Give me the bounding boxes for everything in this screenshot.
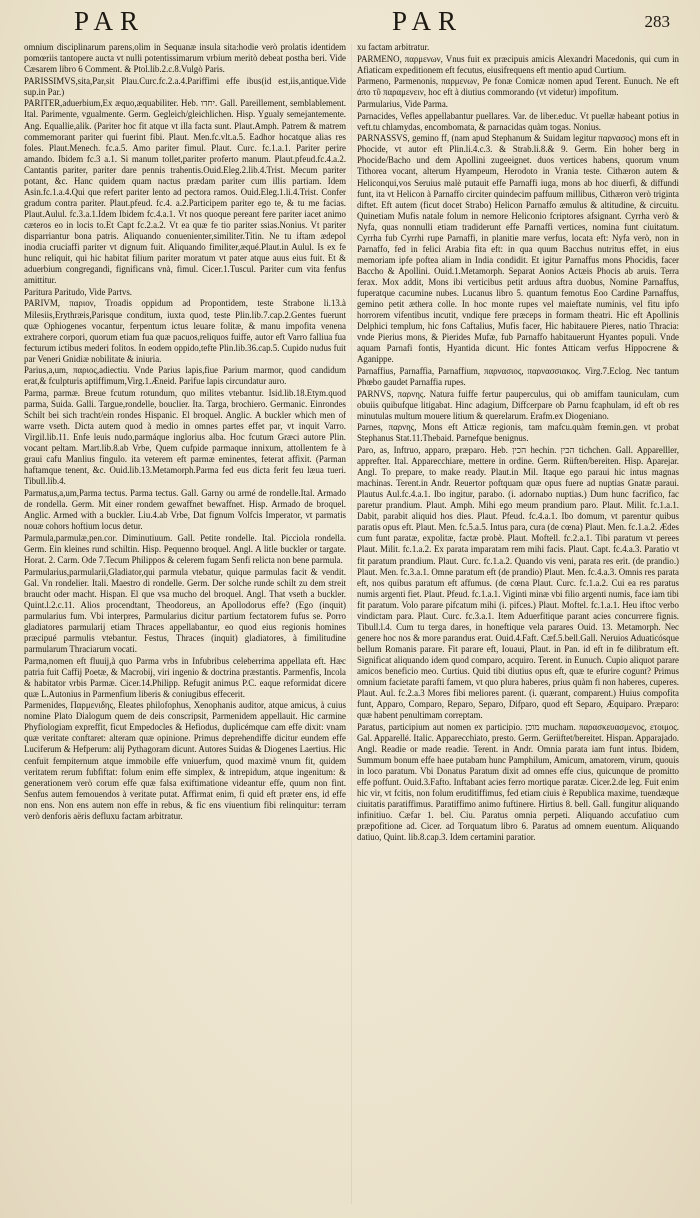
entry: Parma,nomen eft fluuij,à quo Parma vrbs in Infubribus celeberrima appellata eft. Hæc patria fuit Caffij Poetæ, & Macrobij, viri ingenio & doctrina præstantis. Parmenfis, Incola & habitator vrbis Parmæ. Cicer.14.Philipp. Refugit animus P.C. eaque reformidat dicere quæ L.Autonius in Parmenfium liberis & coniugibus effecerit.	[24, 655, 346, 699]
entry: Paratus, participium aut nomen ex participio. מוכן mucham. παρασκευασμενος, ετοιμος. Gal. Apparellé. Italic. Apparecchiato, presto. Germ. Gerüftet/bereitet. Hispan. Apparajado. Angl. Readie or made readie. Terent. in Andr. Omnia parata iam funt intus. Ibidem, Summum bonum effe haee putabam hunc Pamphilum, Amicum, amatorem, virum, quouis in loco paratum. Vbi Donatus Paratum dixit ad omnes effe cius, quicunque de promitto effe poffunt. Ouid.3.Fafto. Inftabant acies ferro mortique paratæ. Cicer.2.de leg. Fuit enim hic vir, vt fcitis, non folum eruditiffimus, fed etiam ciuis è Republica maxime, tuendæque ciuitatis paratiffimus. Paratiffimo animo fuftinere. Hirtius 8. bell. Gall. fungitur aliquando infinitiuo. Cæfar 1. bel. Ciu. Paratus omnia perpeti. Aliquando accufatiuo cum præpofitione ad. Cicer. ad Torquatum libro 6. Paratus ad omnem euentum. Aliquando datiuo, Quint. lib.8.cap.3. Idem certamini paratior.	[357, 721, 679, 843]
entry: omnium disciplinarum parens,olim in Sequanæ insula sita:hodie verò prolatis identidem pomœriis tantopere aucta vt nulli potentissimarum vrbium meritò debeat postha beri. Vide Cæsarem libro 6 Comment. & Ptol.lib.2.c.8.Vulgò Paris.	[24, 42, 346, 75]
entry: Parius,a,um, παριος,adiectiu. Vnde Parius lapis,fiue Parium marmor, quod candidum erat,& fculpturis aptiffimum,Virg.1.Æneid. Parifue lapis circundatur auro.	[24, 365, 346, 387]
entry: Parnaffius, Parnaffia, Parnaffium, παρνασιος, παρνασσιακος. Virg.7.Eclog. Nec tantum Phœbo gaudet Parnaffia rupes.	[357, 365, 679, 387]
page-number: 283	[644, 12, 670, 31]
entry: Parmula,parmulæ,pen.cor. Diminutiuum. Gall. Petite rondelle. Ital. Picciola rondella. Germ. Ein kleines rund schiltin. Hisp. Pequenno broquel. Angl. A litle buckler or targate. Horat. 2. Carm. Ode 7.Tecum Philippos & celerem fugam Senfi relicta non bene parmula.	[24, 532, 346, 565]
entry: PARITER,aduerbium,Ex æquo,æquabiliter. Heb. יחדו. Gall. Pareillement, semblablement. Ital. Parimente, vgualmente. Germ. Gegleich/gleichlichen. Hisp. Ygualy semejantemente. Ang. Equallie,alik. (Pariter hoc fit atque vt illa facta sunt. Plaut.Amph. Patrem & matrem commemorant pariter qui fuerint fibi. Plaut. Men.fc.vlt.a.5. Eadhor hocatque alias res foles. Plaut.Menech. fc.a.5. Amo pariter fimul. Plaut. Curc. fc.1.a.1. Pariter perire amando. Ibidem fc.3 a.1. Si manum tollet,pariter proferto manum. Plaut.pfeud.fc.4.a.2. Cantantis pariter, pariter dare pennis trahentis.Ouid.Eleg.2.lib.4.Trist. Mecum pariter potant, &c. Hanc quidem quam nactus prædam pariter cum illis partiam. Idem Asin.fc.1.a.4.Qui que refert pariter lento ad pectora ramos. Ouid.Eleg.1.li.4.Trist. Confer gradum contra pariter. Plaut.pfeud. fc.4. a.2.Participem pariter ego te, & tu me facias. Plaut.Aulul. fc.3.a.1.Idem Ibidem fc.4.a.1. Vt nos quoque pereant fere pariter iacet animo cæteros eo in locis to.Et Capt fc.2.a.2. Vt ea quæ fe tio pariter ssias.Nonius. Vt pariter disparriantur bona patris. Aliquando conuenienter,similiter.Titin. Ne tu iftam ædepol inodia cruciaffi pariter vt dignum fuit. Aliquando fimiliter,æqué.Plaut.in Aulul. Is ex fe hunc reliquit, qui hic habitat filium pariter moratum vt pater atque auus eius fuit. Et & aduerbium congregandi, fignificans vnà, fimul. Cicer.1.Tuscul. Pariter cum vita fenfus amittitur.	[24, 98, 346, 286]
column-gutter	[351, 44, 352, 1204]
entry: PARIVM, παριον, Troadis oppidum ad Propontidem, teste Strabone li.13.à Milesiis,Erythræis,Parisque conditum, iuxta quod, teste Plin.lib.7.cap.2.Gentes fuerunt quæ Ophiogenes vocantur, ferpentum ictus leuare folitæ, & manu impofita venena extrahere corpori, quorum etiam fua quæ pacuos,reliquos fuiffe, autor eft Varro falliua fua fecturum ictibus mederi folitos. In eodem oppido,tefte Plin.lib.36.cap.5. Cupido nudus fuit par Veneri Gnidiæ nobilitate & iniuria.	[24, 298, 346, 364]
entry: Parmularius, Vide Parma.	[357, 99, 448, 110]
running-header	[0, 6, 700, 40]
entry: Paro, as, Inftruo, apparo, præparo. Heb. הכין hechin. הכין tichchen. Gall. Apparelller, apprefter. Ital. Apparecchiare, mettere in ordine. Germ. Rüften/bereiten. Hisp. Aparejar. Angl. To prepare, to make ready. Plaut.in Mil. Itaque ego paraui hic intus magnas machinas. Terent.in Andr. Reuertor poftquam quæ opus fuere ad nuptias Gnatæ paraui. Plautus Aul.fc.4.a.1. Ibo ingitur, parabo. (i. adornabo nuptias.) Dum hunc facrifico, fac paretur prandium. Plaut. Amph. Mihi ego meum prandium paro. Plaut. Milit. fc.1.a.1. Dabit, parabit aliquid hos dies. Plaut. Pfeud. fc.4.a.1. Ibo domum, vt parentur quibus paratis opus eft. Plaut. Men. fc.5.a.5. Intus para, cura (de cœna) Plaut. Men. fc.1.a.2. Ædes cum funt paratæ, expolitæ, factæ probè. Plaut. Moftell. fc.2.a.1. Tibi paratum vt perees Plaut. Milit. fc.1.a.2. Ex parata imparatam rem mihi facis. Plaut. Capt. fc.4.a.3. Paratio vt fit paratum prandium. Plaut. Curc. fc.1.a.2. Quando vis veni, parata res erit. (de prandio.) Plaut. Men. fc.3.a.1. Omne paratum eft (de prandio) Plaut. Men. fc.4.a.3. Omnis res parata eft, nos quibus paratum eft affumus. (de cœna Plaut. Curc. fc.1.a.2. Cui ea res paratus numis argenti fiet. Plaut. Pfeud. fc.1.a.1. Viginti minæ vbi filio argenti numis, face iam tibi fit paratum. Volo parare pifcatum mihi (i. pifces.) Plaut. Moftel. fc.1.a.1. Heu iftoc verbo vindictam para. Plaut. Curc. fc.3.a.1. Item Aduerfitique parant acies concurrere fignis. Tibull.l.4. Cum tu terga dares, in honeftique vela parares Ouid. 13. Metamorph. Nec genere hoc nos & more parandus erat. Ouid.4.Faft. Cæf.5.bell.Gall. Neruios Aduaticósque bellum Romanis parare. Fit parare eft, Iouaui, Plaut. in Pan. id eft in fe dilibratum eft. Significat aliquando idem quod comparo, acquiro. Terent. in Eunuch. Cupio aliquot parare amicos beneficio meo. Curtius. Quid tibi diutius opus eft, quæ te efurire cogunt? Primus omnium facietate parafti famem, vt quo plura haberes, prius quàm fi non haberes, cuperes. Plaut. Aul. fc.2.a.3 Mores fibi meliores parent. (i. quærant, comparent.) Huius compofita funt, Apparo, Comparo, Reparo, Separo, Difparo, quod eft Separo, Æquiparo. Præparo: quæ habent penultimam correptam.	[357, 445, 679, 721]
entry: Parnacides, Vefles appellabantur puellares. Var. de liber.educ. Vt puellæ habeant potius in veft.tu chlamydas, encombomata, & parnacidas quàm togas. Nonius.	[357, 110, 679, 132]
entry: Parmatus,a,um,Parma tectus. Parma tectus. Gall. Garny ou armé de rondelle.Ital. Armado de rondella. Germ. Mit einer rondem gewaffnet bewaffnet. Hisp. Armado de broquel. Anglic. Armed with a buckler. Liu.4.ab Vrbe, Dat fignum Volfcis Imperator, vt parmatis nouæ cohors hoftium locus detur.	[24, 488, 346, 532]
entry: PARNVS, παρνης. Natura fuiffe fertur pauperculus, qui ob amiffam tauniculam, cum obuiis quibufque litigabat. Hinc adagium, Diffcerpare ob Parnu fcaphulam, id eft ob res minutulas multum mouere litium & querelarum. Erafm.ex Diogeniano.	[357, 388, 679, 421]
right-headword: PAR	[392, 6, 464, 36]
entry: Parmeno, Parmenonis, παρμενων, Pe fonæ Comicæ nomen apud Terent. Eunuch. Ne eft ἀπο τῦ παραμενειν, hoc eft à diutius commorando (vt videtur) impofitum.	[357, 76, 679, 98]
entry: PARNASSVS, gemino ff, (nam apud Stephanum & Suidam legitur παρνασος) mons eft in Phocide, vt autor eft Plin.li.4.c.3. & Strab.li.8.& 9. Germ. Ein hoher berg in Phocide/Bacho und dem Apollini zugeeignet. duos vertices habens, quorum vnum Tithorea vocant, alterum Hyampeum, Herodoto in Vrania teste. Cithæron autem & Heliconqui,vos Seruius malè putauit effe Parnaffi iuga, mons ab hoc diuerfi, & diffundi funt, ita vt Helicon à Parnaffo circiter quindecim paffuum millibus, Cithæron verò triginta diftet. Eft autem (ficut docet Strabo) Helicon Parnaffo æmulus & altitudine, & circuitu. Quinetiam Mufis natale folum in nemore Heliconio fcriptores afsignant. Cyrrha verò & Nyfa, quas nonnulli etiam tradiderunt effe Parnaffi vertices, nomina funt ciuitatum. Cyrrha fub Cyrrhi rupe Parnaffi, in planitie mare verfus, locata eft: Nyfa verò, non in Parnaffo, fed in felici Arabia fita eft: in qua quum Bacchus nutritus effet, in eius memoriam ipfe poftea aliam in India condidit. Et igitur Parnaffus mons Phocidis, facer Baccho & Apollini. Ouid.1.Metamorph. Separat Aonios Actæis Phocis ab aruis. Terra ferax. Mox addit, Mons ibi verticibus petit arduus aftra duobus, Nomine Parnaffus, fuperatque cacumine nubes. Lucanus libro 5. quantum femotus Eoo Cardine Parnaffus, gemino petit æthera colle. In hoc monte rupes vel maieftate numinis, vel fitu ipfo horrorem vifentibus incutit, vndique fere præceps in formam theatri. Hic eft Apollinis Delphici templum, hic fons Caftalius, Mufis facer, Hic habitauere Pieres, natio Thracia: vnde Pierius mons, & Pierides Mufæ, fub Parnaffo habitauerunt Hyantes populi. Vnde aquam Parnafi fontis, Hyantida dicunt. Hic fontes Atticam verfus Hippocrene & Aganippe.	[357, 133, 679, 365]
left-column	[24, 42, 346, 1208]
right-column	[357, 42, 679, 1208]
entry: Parma, parmæ. Breue fcutum rotundum, quo milites vtebantur. Isid.lib.18.Etym.quod parma, Suida. Galli. Targue,rondelle, bouclier. Ita. Targa, brochiero. Germanic. Einrondes Schilt bei sich tracht/ein rondes Hispanic. El broquel. Anglic. A buckler which men of warre vseth. Dicta autem quod à medio in omnes partes effet par, vt inquit Varro. Virgil.lib.11. Enfe leuis nudo,parmáque inglorius alba. Hoc fcutum Græci autore Plin. vocant peltam. Mart.lib.8.ab Vrbe, Quem cufpide parmaque innixum, attollentem fe à graui cafu Manlius fingulo. ita veterem eft parmæ eminentes, feterat affixit. (Parman haftamque tenent, &c. Ouid.lib.13.Metamorph.Parma fed eus dicta ferit feu læua tueri. Tibull.lib.4.	[24, 388, 346, 487]
entry: Parmenides, Παρμενιδης, Eleates philofophus, Xenophanis auditor, atque amicus, à cuius nomine Plato Dialogum quem de deis conscripsit, Parmenidem appellauit. Hic carmine Phyfiologiam expreffit, ficut Empedocles & Hefiodus, duplicémque cam effe dixit: vnam quæ veritate conftaret: alteram quæ opinione. Primus deprehendiffe dicitur eundem effe Luciferum & Hefperum: alij Pythagoram dicunt. Autores Suidas & Diogenes Laertius. Hic cenfuit fempiternum atque immobile effe vniuerfum, quod maximè vnum fit, quidem veritatem rerum fubfiftat: folum enim effe simplex, & intrepidum, atque ingenitum: & generationem verò corum effe quæ falsa exiftimatione videantur effe, quum non fint. Senfus autem femouendos à veritate putat. Affirmat enim, fi quid eft præter ens, id effe non ens. Non ens autem non effe in rebus, & fic ens viuentium fibi relinquitur: terram verò denforis aëris defluxu factam arbitratur.	[24, 700, 346, 821]
entry: Paritura Paritudo, Vide Partvs.	[24, 286, 133, 297]
entry: PARMENO, παρμενων, Vnus fuit ex præcipuis amicis Alexandri Macedonis, qui cum in Afiaticam expeditionem eft fecutus, eiusifrequens eft mentio apud Curtium.	[357, 53, 679, 75]
entry: PARISSIMVS,sita,Par,sit Plau.Curc.fc.2.a.4.Pariffimi effe ibus(id est,iis,antique.Vide sup.in Par.)	[24, 75, 346, 97]
entry: Parnes, παρνης, Mons eft Atticæ regionis, tam mafcu.quàm fœmin.gen. vt probat Stephanus Stat.11.Thebaid. Parnefque benignus.	[357, 422, 679, 444]
left-headword: PAR	[74, 6, 146, 36]
entry: xu factam arbitratur.	[357, 42, 430, 52]
entry: Parmularius,parmularii,Gladiator,qui parmula vtebatur, quique parmulas facit & vendit. Gal. Vn rondelier. Itali. Maestro di rondelle. Germ. Der solche runde schilt zu dem streit braucht oder macht. Hispan. El que vsa mucho del broquel. Angl. That vseth a buckler. Quint.l.2.c.11. Alios procendtant, Theodoreus, an Apollodorus effe? (Ego (inquit) parmularius fum. Vbi interpres, Parmularius dicitur partium fectatorem fufus se. Porro gladiatores parmularij etiam Thraces appellabantur, eo quod eius regionis homines præcipué parmulis vtebantur. Festus, Thraces (inquit) gladiatores, à fimilitudine parmularum Thraciarum vocati.	[24, 566, 346, 654]
